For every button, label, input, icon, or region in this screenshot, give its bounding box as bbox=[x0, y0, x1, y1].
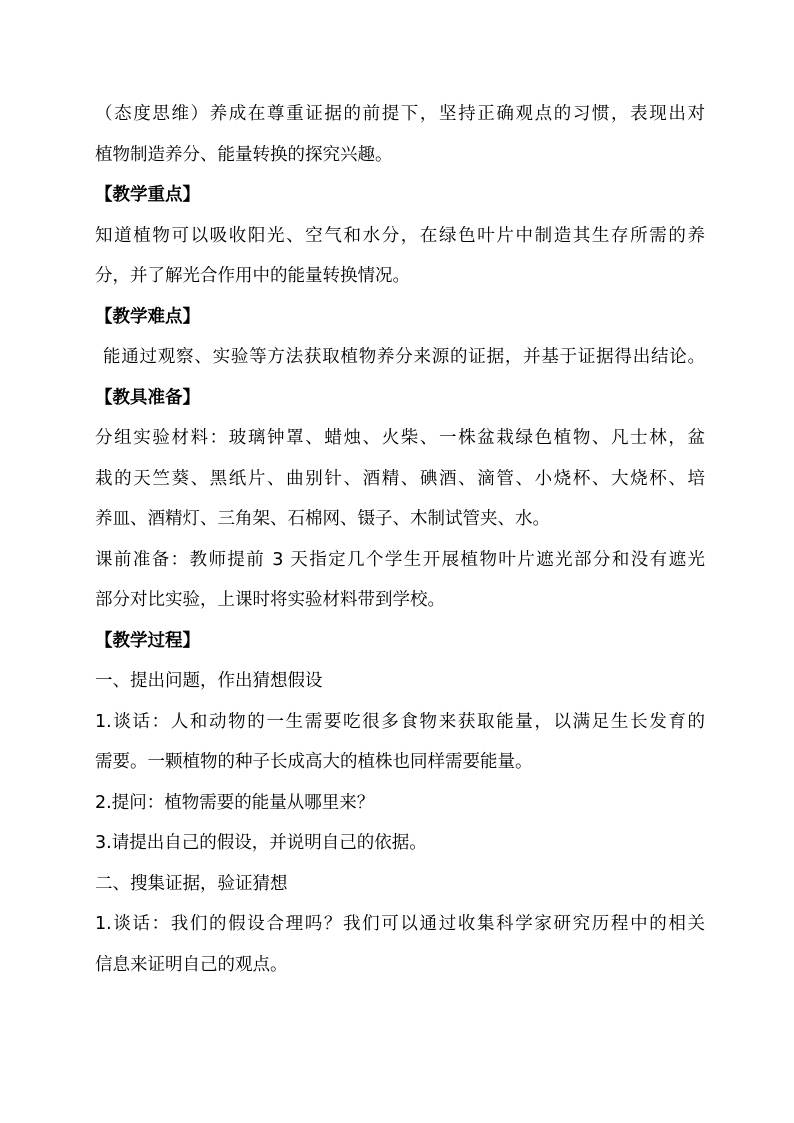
paragraph-materials-line-1: 分组实验材料：玻璃钟罩、蜡烛、火柴、一株盆栽绿色植物、凡士林，盆 bbox=[95, 428, 705, 448]
step-3-hypothesis: 3.请提出自己的假设，并说明自己的依据。 bbox=[95, 833, 427, 853]
paragraph-key-points-line-1: 知道植物可以吸收阳光、空气和水分，在绿色叶片中制造其生存所需的养 bbox=[95, 225, 705, 246]
section-two-title: 二、搜集证据，验证猜想 bbox=[95, 873, 288, 894]
paragraph-attitude-line-1: （态度思维）养成在尊重证据的前提下，坚持正确观点的习惯，表现出对 bbox=[95, 104, 705, 124]
step-1-talk-line-1: 1.谈话：人和动物的一生需要吃很多食物来获取能量，以满足生长发育的 bbox=[95, 711, 705, 732]
heading-teaching-key-points: 【教学重点】 bbox=[95, 185, 200, 205]
heading-teaching-difficulties: 【教学难点】 bbox=[95, 306, 200, 327]
section-two-step-1-line-2: 信息来证明自己的观点。 bbox=[95, 954, 288, 975]
step-1-talk-line-2: 需要。一颗植物的种子长成高大的植株也同样需要能量。 bbox=[95, 752, 533, 772]
heading-teaching-process: 【教学过程】 bbox=[95, 630, 200, 651]
paragraph-materials-line-3: 养皿、酒精灯、三角架、石棉网、镊子、木制试管夹、水。 bbox=[95, 509, 550, 529]
section-one-title: 一、提出问题，作出猜想假设 bbox=[95, 671, 323, 691]
heading-teaching-materials: 【教具准备】 bbox=[95, 387, 200, 408]
paragraph-attitude-line-2: 植物制造养分、能量转换的探究兴趣。 bbox=[95, 144, 393, 165]
paragraph-preparation-line-2: 部分对比实验，上课时将实验材料带到学校。 bbox=[95, 590, 445, 610]
document-page bbox=[95, 94, 705, 985]
paragraph-difficulties: 能通过观察、实验等方法获取植物养分来源的证据，并基于证据得出结论。 bbox=[103, 347, 705, 367]
section-two-step-1-line-1: 1.谈话：我们的假设合理吗？我们可以通过收集科学家研究历程中的相关 bbox=[95, 914, 705, 934]
paragraph-key-points-line-2: 分，并了解光合作用中的能量转换情况。 bbox=[95, 266, 410, 286]
paragraph-preparation-line-1: 课前准备：教师提前 3 天指定几个学生开展植物叶片遮光部分和没有遮光 bbox=[95, 549, 705, 570]
step-2-question: 2.提问：植物需要的能量从哪里来？ bbox=[95, 792, 375, 813]
paragraph-materials-line-2: 栽的天竺葵、黑纸片、曲别针、酒精、碘酒、滴管、小烧杯、大烧杯、培 bbox=[95, 468, 705, 489]
